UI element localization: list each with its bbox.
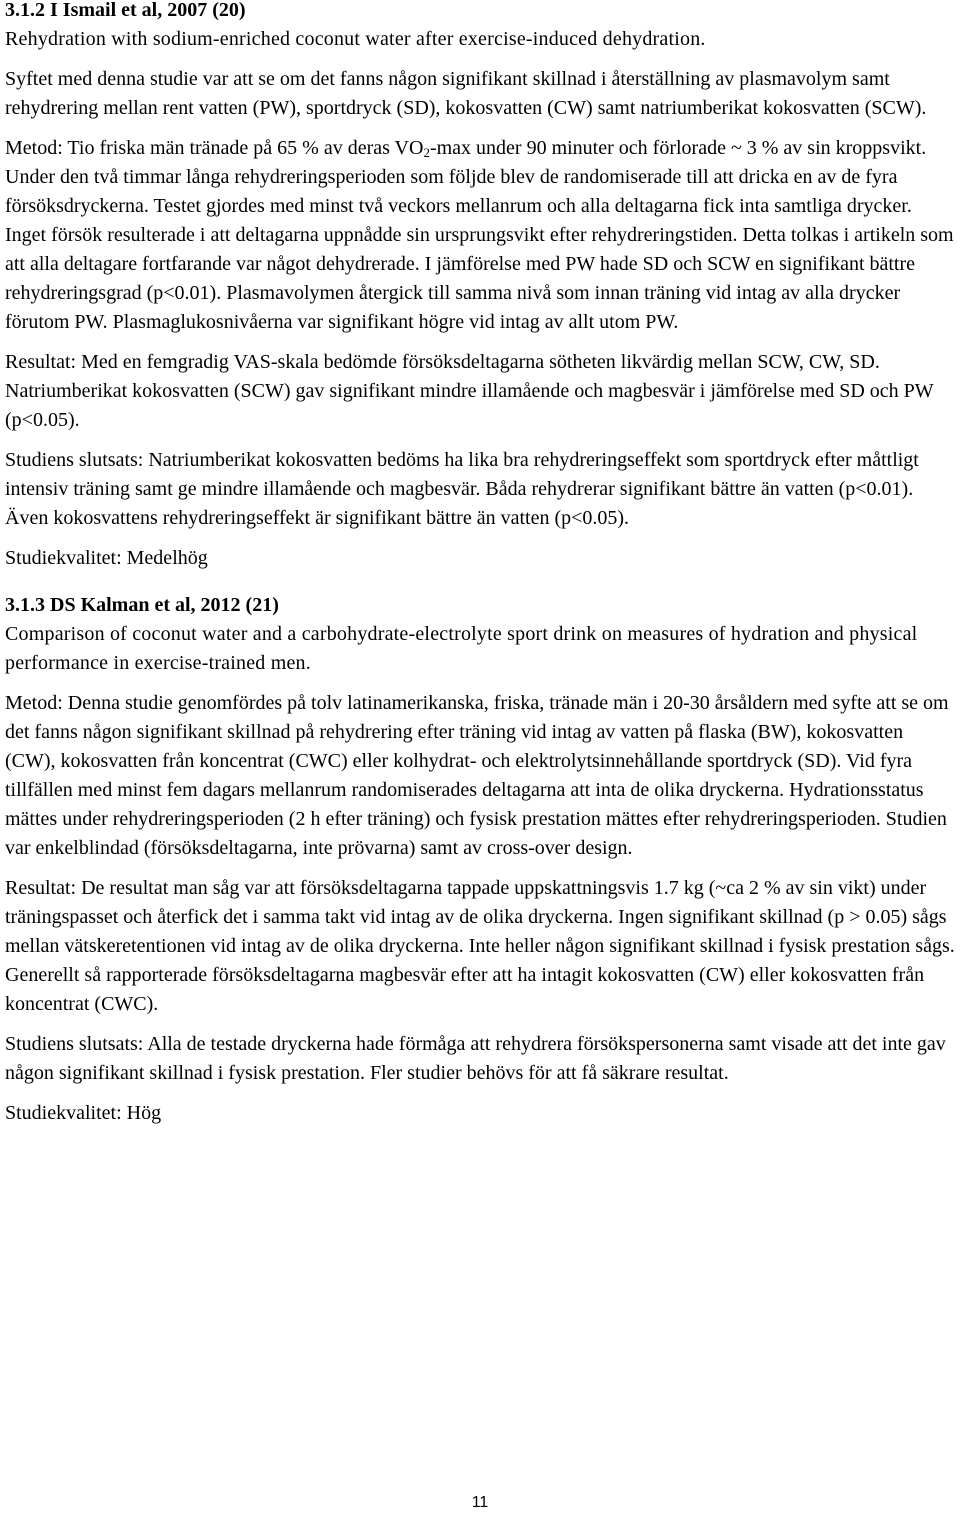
article-title: Comparison of coconut water and a carbohydrate-electrolyte sport drink on measures of hydration and physical performance in exercise-trained men.	[5, 623, 918, 674]
conclusion-paragraph: Studiens slutsats: Alla de testade dryckerna hade förmåga att rehydrera försökspersonerna samt visade att det inte gav någon signifikant skillnad i fysisk prestation. Fler studier behövs för att få säkrare resultat.	[5, 1033, 946, 1084]
aim-paragraph: Syftet med denna studie var att se om det fanns någon signifikant skillnad i återställning av plasmavolym samt rehydrering mellan rent vatten (PW), sportdryck (SD), kokosvatten (CW) samt natriumberikat kokosvatten (SCW).	[5, 68, 927, 119]
method-text-start: Metod: Tio friska män tränade på 65 % av deras VO	[5, 137, 424, 159]
study-quality: Studiekvalitet: Hög	[5, 1102, 162, 1124]
article-title: Rehydration with sodium-enriched coconut water after exercise-induced dehydration.	[5, 28, 706, 50]
document-page	[5, 0, 957, 1139]
conclusion-paragraph: Studiens slutsats: Natriumberikat kokosvatten bedöms ha lika bra rehydreringseffekt som sportdryck efter måttligt intensiv träning samt ge mindre illamående och magbesvär. Båda rehydrerar signifikant bättre än vatten (p<0.01). Även kokosvattens rehydreringseffekt är signifikant bättre än vatten (p<0.05).	[5, 449, 919, 529]
section-heading: 3.1.3 DS Kalman et al, 2012 (21)	[5, 594, 279, 616]
study-quality: Studiekvalitet: Medelhög	[5, 547, 208, 569]
result-paragraph: Resultat: Med en femgradig VAS-skala bedömde försöksdeltagarna sötheten likvärdig mellan SCW, CW, SD. Natriumberikat kokosvatten (SCW) gav signifikant mindre illamående och magbesvär i jämförelse med SD och PW (p<0.05).	[5, 351, 934, 431]
method-paragraph	[5, 134, 957, 337]
page-number: 11	[471, 1494, 489, 1511]
subscript-two: 2	[423, 145, 430, 160]
method-paragraph: Metod: Denna studie genomfördes på tolv latinamerikanska, friska, tränade män i 20-30 årsåldern med syfte att se om det fanns någon signifikant skillnad på rehydrering efter träning vid intag av vatten på flaska (BW), kokosvatten (CW), kokosvatten från koncentrat (CWC) eller kolhydrat- och elektrolytsinnehållande sportdryck (SD). Vid fyra tillfällen med minst fem dagars mellanrum randomiserades deltagarna att inta de olika dryckerna. Hydrationsstatus mättes under rehydreringsperioden (2 h efter träning) och fysisk prestation mättes efter rehydreringsperioden. Studien var enkelblindad (försöksdeltagarna, inte prövarna) samt av cross-over design.	[5, 692, 949, 859]
section-heading: 3.1.2 I Ismail et al, 2007 (20)	[5, 0, 246, 21]
result-paragraph: Resultat: De resultat man såg var att försöksdeltagarna tappade uppskattningsvis 1.7 kg (~ca 2 % av sin vikt) under träningspasset och återfick det i samma takt vid intag av de olika dryckerna. Ingen signifikant skillnad (p > 0.05) sågs mellan vätskeretentionen vid intag av de olika dryckerna. Inte heller någon signifikant skillnad i fysisk prestation sågs. Generellt så rapporterade försöksdeltagarna magbesvär efter att ha intagit kokosvatten (CW) eller kokosvatten från koncentrat (CWC).	[5, 877, 955, 1015]
section-kalman	[5, 591, 957, 1128]
method-text-rest: -max under 90 minuter och förlorade ~ 3 % av sin kroppsvikt. Under den två timmar långa rehydreringsperioden som följde blev de randomiserade till att dricka en av de fyra försöksdryckerna. Testet gjordes med minst två veckors mellanrum och alla deltagarna fick inta samtliga drycker. Inget försök resulterade i att deltagarna uppnådde sin ursprungsvikt efter rehydreringstiden. Detta tolkas i artikeln som att alla deltagare fortfarande var något dehydrerade. I jämförelse med PW hade SD och SCW en signifikant bättre rehydreringsgrad (p<0.01). Plasmavolymen återgick till samma nivå som innan träning vid intag av alla drycker förutom PW. Plasmaglukosnivåerna var signifikant högre vid intag av allt utom PW.	[5, 137, 954, 333]
section-ismail	[5, 0, 957, 573]
